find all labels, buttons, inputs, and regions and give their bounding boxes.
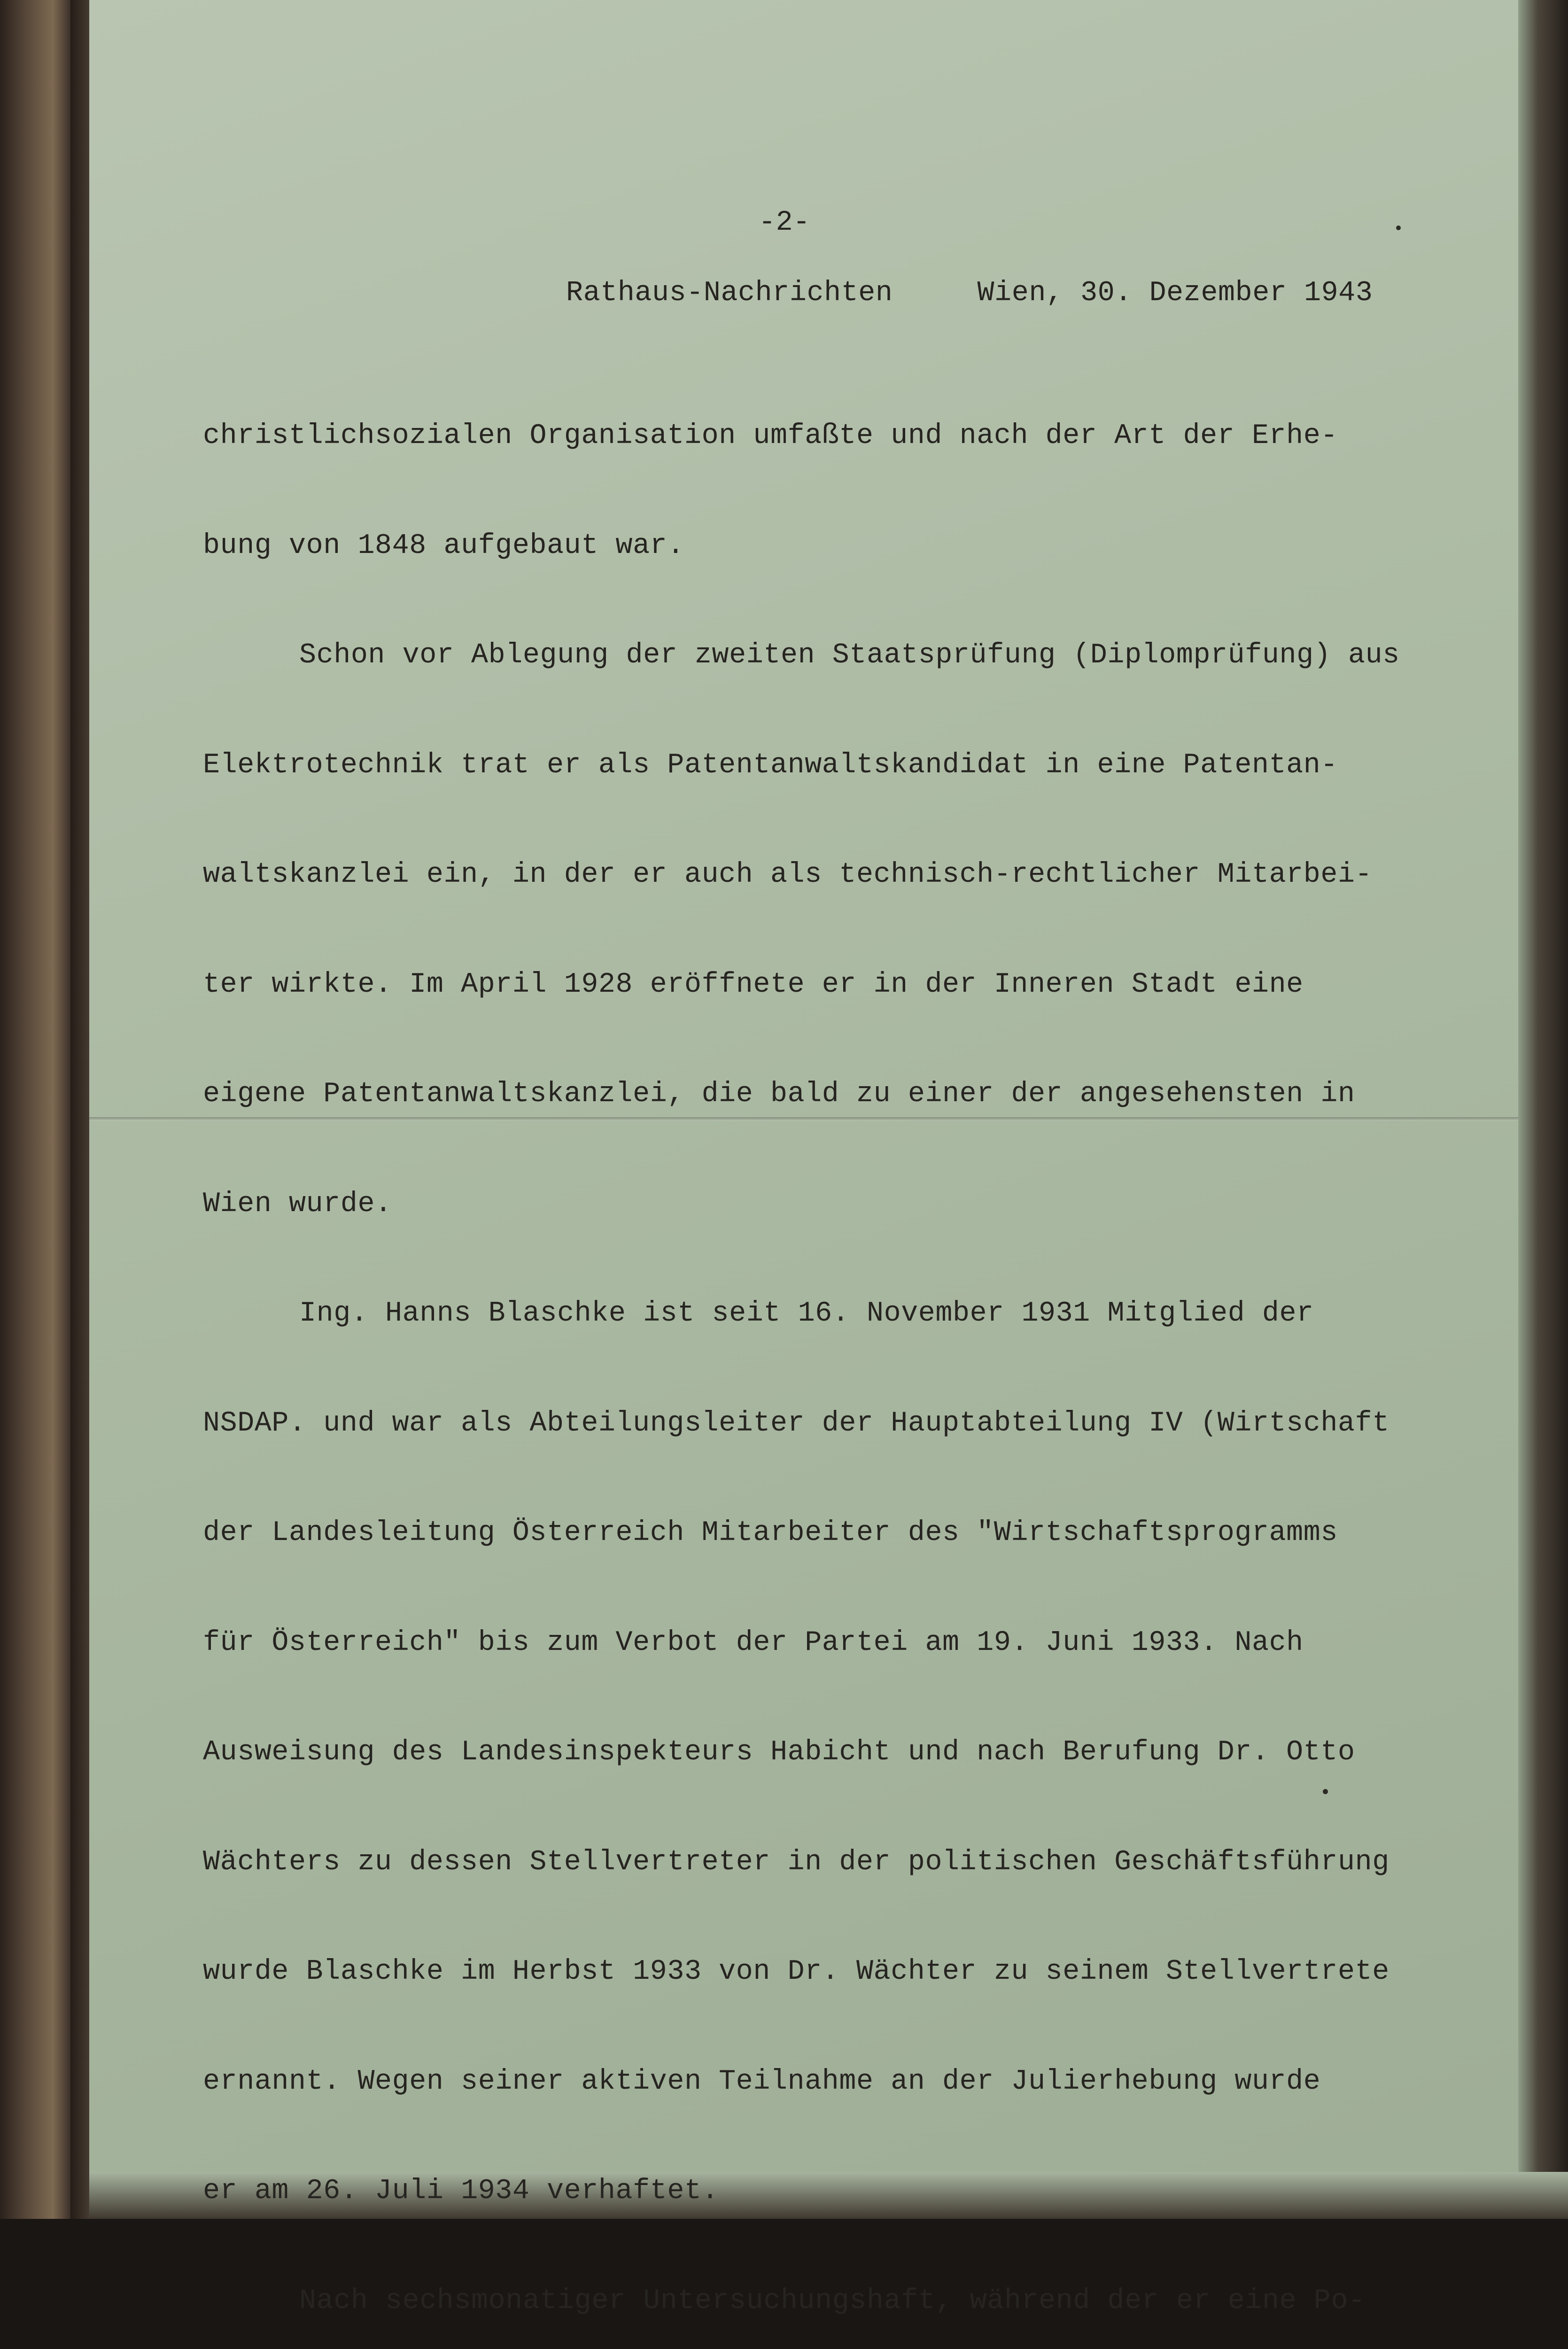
text-line: ernannt. Wegen seiner aktiven Teilnahme an der Julierhebung wurde (203, 2065, 1321, 2098)
text-line: christlichsozialen Organisation umfaßte und nach der Art der Erhe- (203, 420, 1338, 452)
publication-title: Rathaus-Nachrichten (566, 277, 893, 309)
text-line: der Landesleitung Österreich Mitarbeiter des "Wirtschaftsprogramms (203, 1517, 1338, 1549)
text-line: für Österreich" bis zum Verbot der Partei am 19. Juni 1933. Nach (203, 1626, 1304, 1659)
text-line: er am 26. Juli 1934 verhaftet. (203, 2175, 719, 2207)
text-line: wurde Blaschke im Herbst 1933 von Dr. Wächter zu seinem Stellvertrete (203, 1956, 1389, 1988)
ink-speck (1396, 226, 1401, 230)
body-text (203, 350, 1417, 2349)
page-right-edge (1518, 0, 1568, 2219)
text-line: NSDAP. und war als Abteilungsleiter der Hauptabteilung IV (Wirtschaft (203, 1407, 1389, 1439)
facing-page-edge (0, 0, 70, 2219)
text-line: waltskanzlei ein, in der er auch als technisch-rechtlicher Mitarbei- (203, 859, 1373, 891)
text-line: Wien wurde. (203, 1188, 392, 1220)
text-line: bung von 1848 aufgebaut war. (203, 529, 684, 562)
text-line: Schon vor Ablegung der zweiten Staatsprüfung (Diplomprüfung) aus (299, 639, 1400, 671)
text-line: Ing. Hanns Blaschke ist seit 16. November 1931 Mitglied der (299, 1298, 1314, 1330)
header-date: Wien, 30. Dezember 1943 (977, 277, 1373, 309)
text-line: ter wirkte. Im April 1928 eröffnete er in der Inneren Stadt eine (203, 968, 1304, 1001)
text-line: Wächters zu dessen Stellvertreter in der politischen Geschäftsführung (203, 1846, 1389, 1878)
text-line: Ausweisung des Landesinspekteurs Habicht und nach Berufung Dr. Otto (203, 1736, 1355, 1768)
binding-gutter (70, 0, 89, 2219)
page-header (566, 277, 1373, 309)
page-number: -2- (759, 207, 810, 239)
text-line: eigene Patentanwaltskanzlei, die bald zu einer der angesehensten in (203, 1078, 1355, 1110)
text-line: Nach sechsmonatiger Untersuchungshaft, während der er eine Po- (299, 2285, 1366, 2317)
text-line: Elektrotechnik trat er als Patentanwaltskandidat in eine Patentan- (203, 749, 1338, 781)
